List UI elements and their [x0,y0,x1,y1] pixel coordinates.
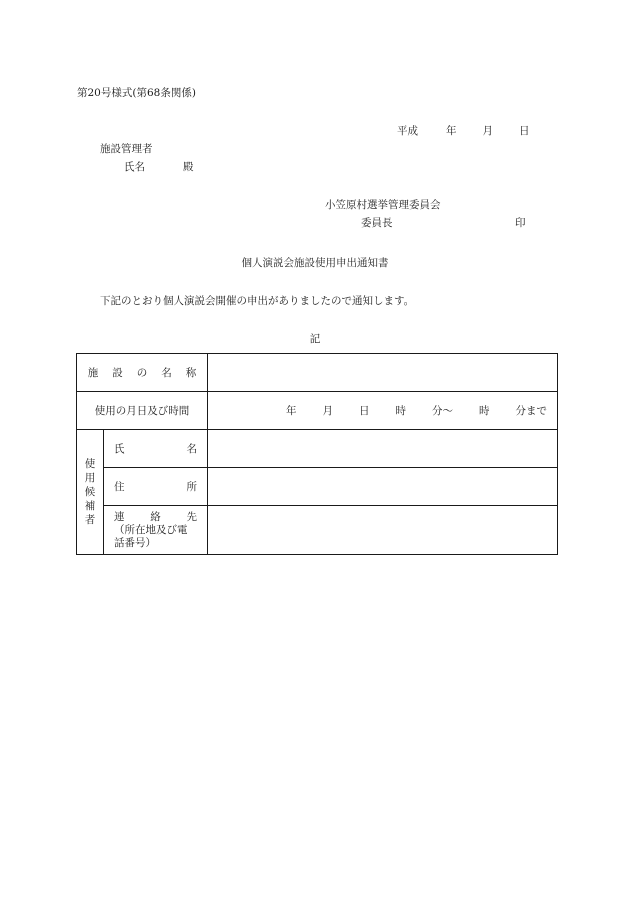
candidate-label [77,430,104,555]
candidate-contact-field[interactable] [208,506,558,555]
datetime-field[interactable] [208,392,558,430]
contact-label-char: 絡 [150,510,161,523]
facility-label-char: 施 [87,366,99,379]
table-row [77,392,558,430]
date-era: 平成 [397,125,418,137]
recipient-name-line [124,160,194,174]
date-month-unit: 月 [482,125,493,137]
table-row [77,468,558,506]
sender-position: 委員長 [361,217,393,229]
datetime-unit-year: 年 [286,404,297,417]
facility-name-field[interactable] [208,354,558,392]
contact-sub-line2: 話番号） [114,536,156,549]
document-body: 下記のとおり個人演説会開催の申出がありましたので通知します。 [100,295,415,307]
table-row [77,430,558,468]
candidate-label-char: 用 [84,472,96,484]
facility-label-char: 称 [185,366,197,379]
contact-label-char: 先 [186,510,197,523]
ki-heading: 記 [309,333,321,345]
table-row [77,506,558,555]
candidate-address-label [104,468,208,506]
document-title: 個人演説会施設使用申出通知書 [241,257,389,269]
address-label-char: 所 [186,480,197,493]
datetime-unit-month: 月 [322,404,333,417]
candidate-name-label [104,430,208,468]
table-row [77,354,558,392]
contact-sub-line1: （所在地及び電 [114,523,188,536]
facility-label-char: 名 [161,366,172,379]
form-number: 第20号様式(第68条関係) [77,87,196,99]
candidate-label-char: 者 [84,514,96,526]
datetime-label: 使用の月日及び時間 [77,392,208,430]
date-day-unit: 日 [519,125,530,137]
name-label-char: 氏 [114,442,125,455]
datetime-unit-minute: 分～ [432,404,453,417]
candidate-name-field[interactable] [208,430,558,468]
candidate-label-char: 使 [84,458,96,470]
candidate-label-char: 補 [84,500,96,512]
candidate-label-char: 候 [84,486,96,498]
name-label-char: 名 [186,442,197,455]
date-line [397,124,530,138]
facility-label-char: 設 [112,366,123,379]
honorific: 殿 [183,161,194,173]
seal-mark: 印 [515,217,526,229]
facility-name-label [77,354,208,392]
datetime-unit-day: 日 [359,404,370,417]
recipient-title: 施設管理者 [100,143,153,155]
facility-label-char: の [136,366,148,379]
datetime-unit-minute-end: 分まで [515,404,547,417]
sender-organization: 小笠原村選挙管理委員会 [325,199,441,211]
form-table [76,353,558,555]
date-year-unit: 年 [446,125,457,137]
candidate-address-field[interactable] [208,468,558,506]
contact-label-char: 連 [114,510,125,523]
candidate-contact-label [104,506,208,555]
datetime-unit-hour: 時 [395,404,406,417]
datetime-unit-hour-end: 時 [479,404,490,417]
recipient-name-label: 氏名 [124,161,145,173]
address-label-char: 住 [114,480,125,493]
